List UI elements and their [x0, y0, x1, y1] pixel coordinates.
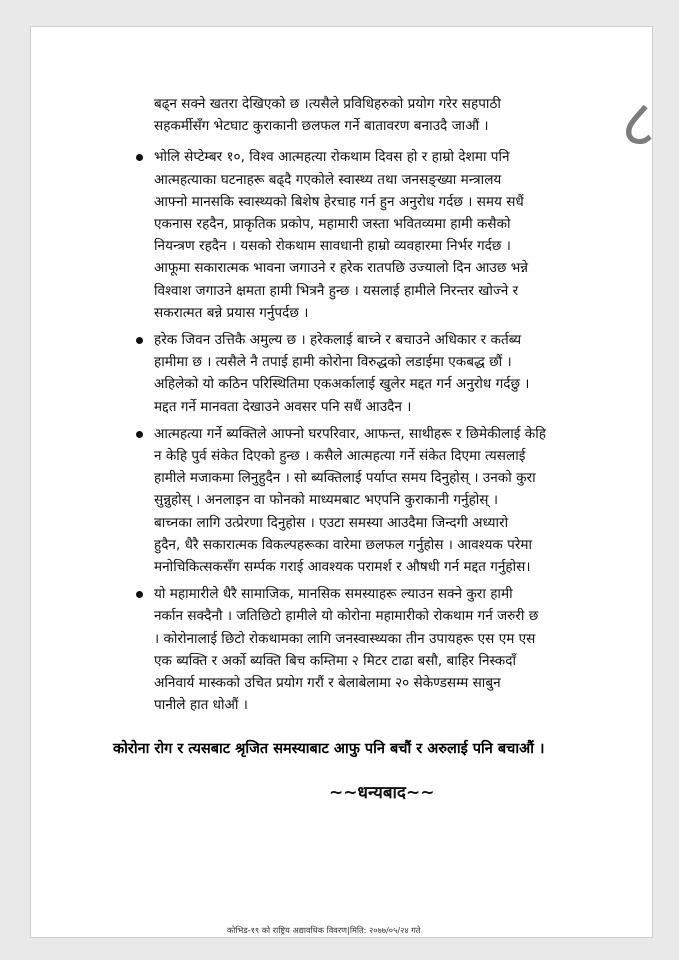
bullet-line: । कोरोनालाई छिटो रोकथामका लागि जनस्वास्थ्यका तीन उपायहरू एस एम एस	[154, 630, 536, 647]
bullet-line: अनिवार्य मास्कको उचित प्रयोग गरौं र बेलाबेलामा २० सेकेण्डसम्म साबुन	[154, 675, 501, 692]
slogan-heading: कोरोना रोग र त्यसबाट श्रृजित समस्याबाट आफु पनि बचौं र अरुलाई पनि बचाऔं ।	[113, 741, 545, 757]
bullet-line: एक ब्यक्ति र अर्को ब्यक्ति बिच कम्तिमा २ मिटर टाढा बसौ, बाहिर निस्कदाँ	[154, 652, 516, 669]
bullet-icon	[136, 591, 143, 598]
bullet-line: हुदैन, धैरै सकारात्मक विकल्पहरूका वारेमा छलफल गर्नुहोस । आवश्यक परेमा	[154, 536, 533, 553]
bullet-line: आत्महत्या गर्ने ब्यक्तिले आफ्नो घरपरिवार, आफन्त, साथीहरू र छिमेकीलाई केहि	[154, 425, 546, 442]
bullet-line: विश्वाश जगाउने क्षमता हामी भित्रनै हुन्छ । यसलाई हामीले निरन्तर खोज्ने र	[154, 282, 519, 299]
bullet-icon	[136, 337, 143, 344]
bullet-line: सकरात्मत बन्ने प्रयास गर्नुपर्दछ ।	[154, 304, 309, 321]
page-number: ८	[621, 85, 656, 162]
intro-line: बढ्न सक्ने खतरा देखिएको छ ।त्यसैले प्रविधिहरुको प्रयोग गरेर सहपाठी	[154, 96, 501, 112]
bullet-line: हरेक जिवन उत्तिकै अमुल्य छ । हरेकलाई बाच्ने र बचाउने अधिकार र कर्तब्य	[154, 332, 522, 349]
bullet-item	[123, 146, 623, 324]
page-footer: कोभिड-१९ को राष्ट्रिय अद्यावधिक विवरण|मिति: २०७७/०५/२४ गते	[227, 925, 421, 935]
bullet-line: यो महामारीले धैरै सामाजिक, मानसिक समस्याहरू ल्याउन सक्ने कुरा हामी	[154, 586, 513, 603]
bullet-icon	[136, 431, 143, 438]
bullet-line: न केहि पुर्व संकेत दिएको हुन्छ । कसैले आत्महत्या गर्ने संकेत दिएमा त्यसलाई	[154, 448, 526, 465]
bullet-line: सुन्नुहोस् । अनलाइन वा फोनको माध्यमबाट भएपनि कुराकानी गर्नुहोस् ।	[154, 492, 498, 509]
bullet-list	[123, 146, 623, 716]
bullet-item	[123, 583, 623, 716]
bullet-line: नर्कान सक्दैनौ । जतिछिटो हामीले यो कोरोना महामारीको रोकथाम गर्न जरुरी छ	[154, 608, 539, 625]
bullet-line: आफूमा सकारात्मक भावना जगाउने र हरेक रातपछि उज्यालो दिन आउछ भन्ने	[154, 260, 529, 277]
bullet-line: आत्महत्याका घटनाहरू बढ्दै गएकोले स्वास्थ्य तथा जनसङ्ख्या मन्त्रालय	[154, 171, 502, 188]
body-content	[123, 93, 623, 721]
intro-paragraph	[154, 93, 623, 137]
bullet-line: हामीले मजाकमा लिनुहुदैन । सो ब्यक्तिलाई पर्याप्त समय दिनुहोस् । उनको कुरा	[154, 470, 536, 487]
bullet-line: अहिलेको यो कठिन परिस्थितिमा एकअर्कालाई खुलेर मद्दत गर्न अनुरोध गर्दछु ।	[154, 376, 530, 393]
bullet-item	[123, 423, 623, 578]
bullet-line: एकनास रहदैन, प्राकृतिक प्रकोप, महामारी जस्ता भवितव्यमा हामी कसैको	[154, 216, 511, 233]
bullet-line: मद्दत गर्ने मानवता देखाउने अवसर पनि सधैं आउदैन ।	[154, 398, 412, 415]
bullet-line: हामीमा छ । त्यसैले नै तपाई हामी कोरोना विरुद्धको लडाईमा एकबद्ध छौं ।	[154, 354, 512, 371]
bullet-line: नियन्त्रण रहदैन । यसको रोकथाम सावधानी हाम्रो व्यवहारमा निर्भर गर्दछ ।	[154, 238, 511, 255]
bullet-item	[123, 329, 623, 418]
document-page	[30, 26, 656, 938]
bullet-line: पानीले हात धोऔं ।	[154, 697, 248, 714]
bullet-line: भोलि सेप्टेम्बर १०, विश्व आत्महत्या रोकथाम दिवस हो र हाम्रो देशमा पनि	[154, 149, 510, 166]
bullet-line: मनोचिकित्सकसँग सर्म्पक गराई आवश्यक परामर्श र औषधी गर्न मद्दत गर्नुहोस।	[154, 559, 531, 576]
thanks-text: ~~धन्यबाद~~	[329, 783, 435, 803]
bullet-icon	[136, 154, 143, 161]
bullet-line: बाच्नका लागि उत्प्रेरणा दिनुहोस । एउटा समस्या आउदैमा जिन्दगी अध्यारो	[154, 514, 509, 531]
intro-line: सहकर्मीसँग भेटघाट कुराकानी छलफल गर्ने बातावरण बनाउदै जाऔं ।	[154, 118, 489, 135]
bullet-line: आफ्नो मानसकि स्वास्थ्यको बिशेष हेरचाह गर्न हुन अनुरोध गर्दछ । समय सधैं	[154, 193, 524, 210]
